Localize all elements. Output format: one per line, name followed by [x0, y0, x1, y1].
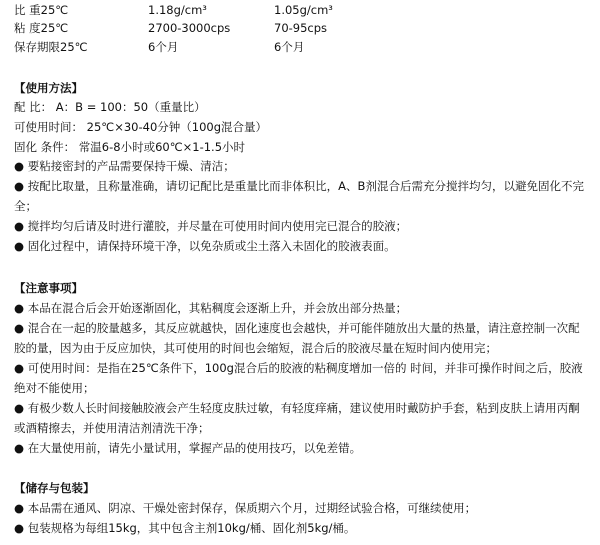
spec-label: 比 重25℃	[14, 3, 69, 17]
spec-value-a: 2700-3000cps	[148, 21, 231, 35]
usage-heading: 【使用方法】	[14, 81, 83, 95]
spec-value-a: 6个月	[148, 40, 179, 54]
notes-bullet: ● 可使用时间：是指在25℃条件下，100g混合后的胶液的粘稠度增加一倍的 时间，并非可操作时间之后，胶液绝对不能使用；	[14, 361, 583, 395]
spec-value-a: 1.18g/cm³	[148, 3, 207, 17]
spec-label: 保存期限25℃	[14, 40, 88, 54]
notes-bullet: ● 在大量使用前，请先小量试用，掌握产品的使用技巧，以免差错。	[14, 441, 362, 455]
spec-label: 粘 度25℃	[14, 21, 69, 35]
notes-heading: 【注意事项】	[14, 281, 83, 295]
storage-bullet: ● 包装规格为每组15kg，其中包含主剂10kg/桶、固化剂5kg/桶。	[14, 521, 356, 535]
spec-value-b: 1.05g/cm³	[274, 3, 333, 17]
spec-value-b: 6个月	[274, 40, 305, 54]
notes-bullet: ● 有极少数人长时间接触胶液会产生轻度皮肤过敏，有轻度痒痛，建议使用时戴防护手套，粘到皮肤上请用丙酮或酒精擦去，并使用清洁剂清洗干净；	[14, 401, 580, 435]
usage-bullet: ● 固化过程中，请保持环境干净，以免杂质或尘土落入未固化的胶液表面。	[14, 239, 396, 253]
storage-bullet: ● 本品需在通风、阴凉、干燥处密封保存，保质期六个月，过期经试验合格，可继续使用；	[14, 501, 477, 515]
usage-time: 可使用时间： 25℃×30-40分钟（100g混合量）	[14, 120, 268, 134]
usage-ratio: 配 比： A：B = 100：50（重量比）	[14, 100, 206, 114]
storage-heading: 【储存与包装】	[14, 481, 95, 495]
usage-cure: 固化 条件： 常温6-8小时或60℃×1-1.5小时	[14, 140, 246, 154]
notes-bullet: ● 本品在混合后会开始逐渐固化，其粘稠度会逐渐上升，并会放出部分热量；	[14, 301, 408, 315]
notes-bullet: ● 混合在一起的胶量越多，其反应就越快，固化速度也会越快，并可能伴随放出大量的热量，请注意控制一次配胶的量，因为由于反应加快，其可使用的时间也会缩短，混合后的胶液尽量在短时间内使用完；	[14, 321, 580, 355]
usage-bullet: ● 按配比取量，且称量准确，请切记配比是重量比而非体积比，A、B剂混合后需充分搅拌均匀，以避免固化不完全；	[14, 179, 584, 213]
usage-bullet: ● 搅拌均匀后请及时进行灌胶，并尽量在可使用时间内使用完已混合的胶液；	[14, 219, 408, 233]
spec-value-b: 70-95cps	[274, 21, 328, 35]
usage-bullet: ● 要粘接密封的产品需要保持干燥、清洁；	[14, 159, 235, 173]
